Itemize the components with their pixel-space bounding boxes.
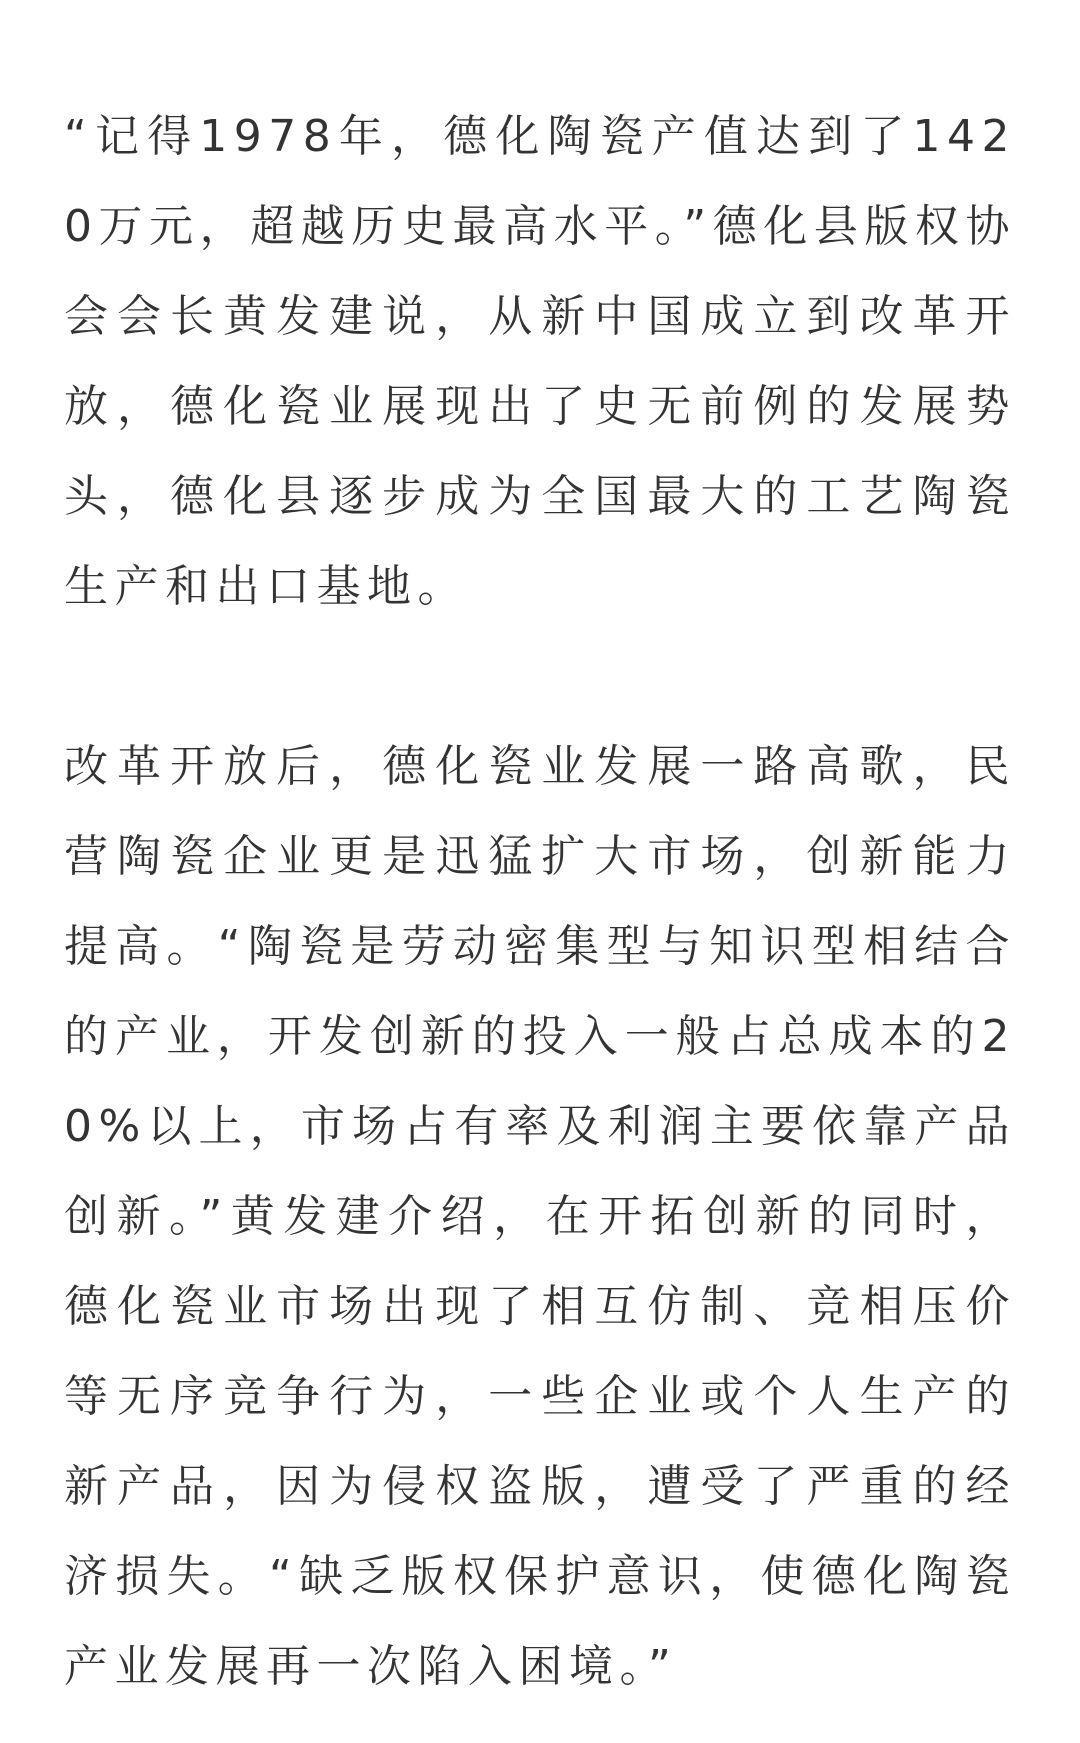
article-body xyxy=(64,92,1016,1712)
article-paragraph-1: “记得1978年，德化陶瓷产值达到了1420万元，超越历史最高水平。”德化县版权协会会长黄发建说，从新中国成立到改革开放，德化瓷业展现出了史无前例的发展势头，德化县逐步成为全国最大的工艺陶瓷生产和出口基地。 xyxy=(64,111,1016,612)
article-paragraph-2: 改革开放后，德化瓷业发展一路高歌，民营陶瓷企业更是迅猛扩大市场，创新能力提高。“陶瓷是劳动密集型与知识型相结合的产业，开发创新的投入一般占总成本的20%以上，市场占有率及利润主要依靠产品创新。”黄发建介绍，在开拓创新的同时，德化瓷业市场出现了相互仿制、竞相压价等无序竞争行为，一些企业或个人生产的新产品，因为侵权盗版，遭受了严重的经济损失。“缺乏版权保护意识，使德化陶瓷产业发展再一次陷入困境。” xyxy=(64,741,1016,1692)
